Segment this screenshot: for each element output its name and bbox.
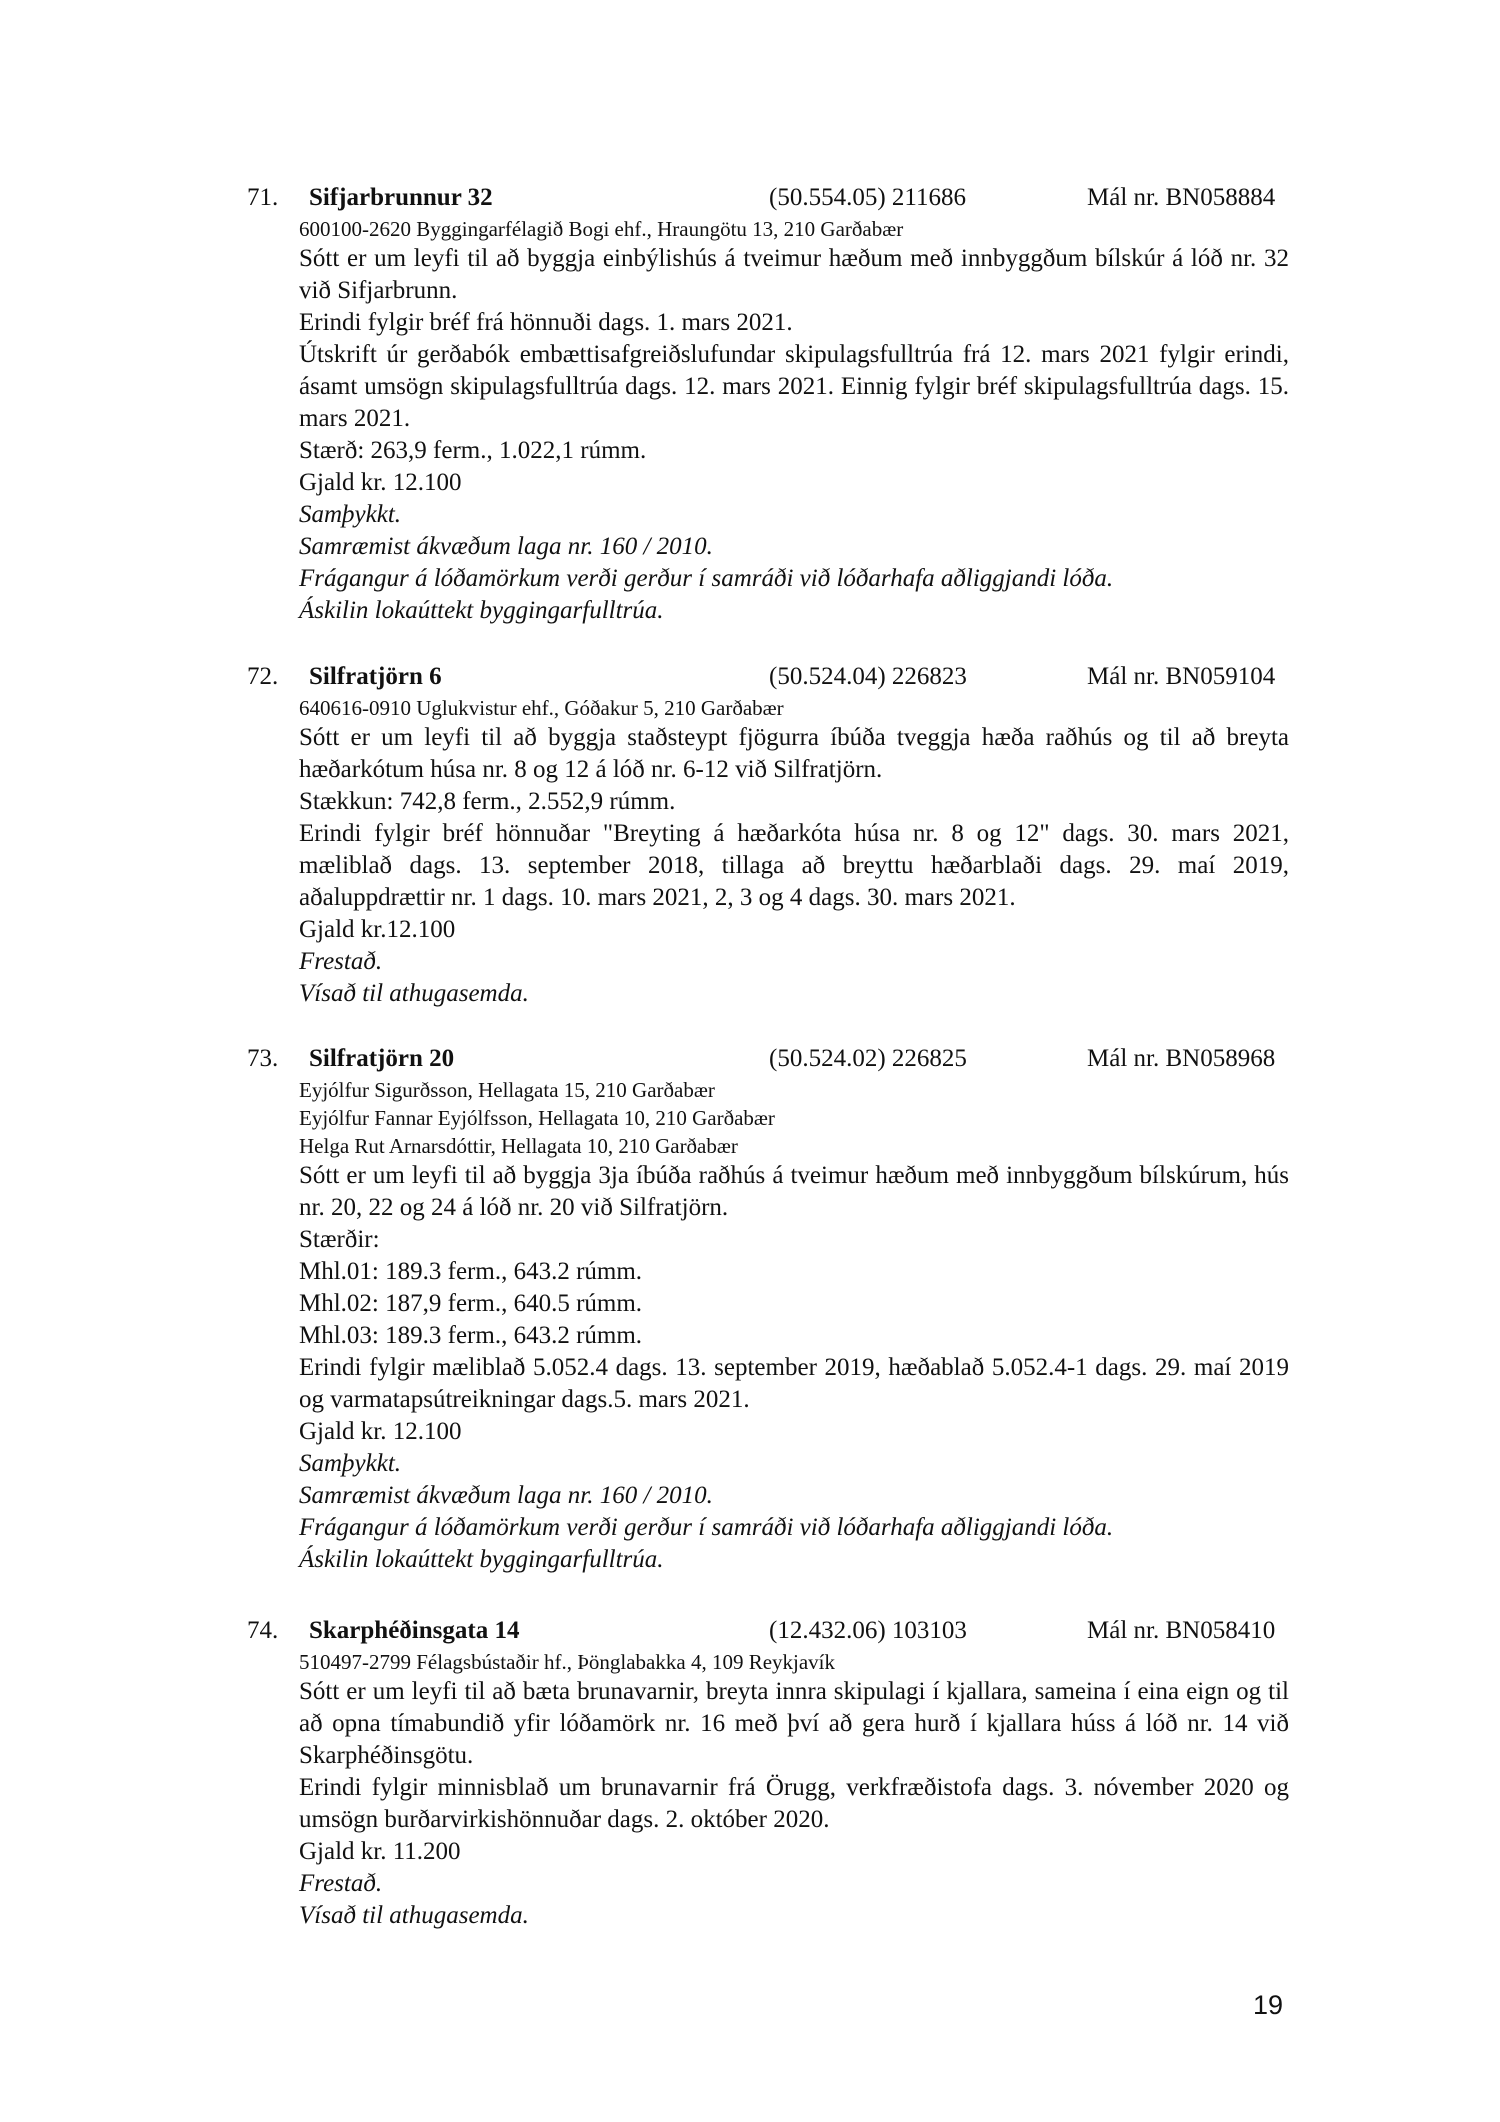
decision-line: Áskilin lokaúttekt byggingarfulltrúa.: [299, 1546, 664, 1573]
case-number: 74.: [247, 1617, 279, 1644]
case-item-72: [247, 660, 1297, 1010]
case-reference: Mál nr. BN059104: [1087, 663, 1276, 690]
land-id: (12.432.06) 103103: [769, 1617, 967, 1644]
fee-line: Gjald kr. 11.200: [299, 1838, 461, 1865]
applicant: 600100-2620 Byggingarfélagið Bogi ehf., Hraungötu 13, 210 Garðabær: [299, 217, 904, 241]
case-body: [299, 694, 1289, 1010]
fee-line: Gjald kr.12.100: [299, 916, 456, 943]
case-header: [247, 181, 1297, 215]
applicant: 640616-0910 Uglukvistur ehf., Góðakur 5, 210 Garðabær: [299, 696, 784, 720]
decision-line: Frestað.: [299, 948, 383, 975]
description-paragraph: Sótt er um leyfi til að bæta brunavarnir, breyta innra skipulagi í kjallara, sameina í eina eign og til að opna tímabundið yfir lóðamörk nr. 16 með því að gera hurð í kjallara húss á lóð nr. 14 við Skarphéðinsgötu.: [299, 1678, 1289, 1769]
fee-line: Gjald kr. 12.100: [299, 1418, 462, 1445]
land-id: (50.524.02) 226825: [769, 1045, 967, 1072]
case-reference: Mál nr. BN058410: [1087, 1617, 1276, 1644]
case-header: [247, 1614, 1297, 1648]
decision-line: Frágangur á lóðamörkum verði gerður í samráði við lóðarhafa aðliggjandi lóða.: [299, 565, 1114, 592]
case-number: 72.: [247, 663, 279, 690]
description-paragraph: Sótt er um leyfi til að byggja einbýlishús á tveimur hæðum með innbyggðum bílskúr á lóð nr. 32 við Sifjarbrunn.: [299, 245, 1289, 304]
size-line: Stækkun: 742,8 ferm., 2.552,9 rúmm.: [299, 788, 676, 815]
case-address: Sifjarbrunnur 32: [309, 184, 493, 211]
case-address: Skarphéðinsgata 14: [309, 1617, 520, 1644]
case-reference: Mál nr. BN058968: [1087, 1045, 1276, 1072]
applicant: Eyjólfur Fannar Eyjólfsson, Hellagata 10, 210 Garðabær: [299, 1106, 775, 1130]
decision-line: Vísað til athugasemda.: [299, 980, 529, 1007]
decision-line: Samræmist ákvæðum laga nr. 160 / 2010.: [299, 1482, 713, 1509]
size-line: Mhl.02: 187,9 ferm., 640.5 rúmm.: [299, 1290, 643, 1317]
case-item-74: [247, 1614, 1297, 1932]
decision-line: Samræmist ákvæðum laga nr. 160 / 2010.: [299, 533, 713, 560]
case-body: [299, 1076, 1289, 1576]
decision-line: Frestað.: [299, 1870, 383, 1897]
case-address: Silfratjörn 6: [309, 663, 442, 690]
description-paragraph: Erindi fylgir mæliblað 5.052.4 dags. 13. september 2019, hæðablað 5.052.4-1 dags. 29. maí 2019 og varmatapsútreikningar dags.5. mars 2021.: [299, 1354, 1289, 1413]
description-paragraph: Sótt er um leyfi til að byggja staðsteypt fjögurra íbúða tveggja hæða raðhús og til að breyta hæðarkótum húsa nr. 8 og 12 á lóð nr. 6-12 við Silfratjörn.: [299, 724, 1289, 783]
description-paragraph: Erindi fylgir minnisblað um brunavarnir frá Örugg, verkfræðistofa dags. 3. nóvember 2020 og umsögn burðarvirkishönnuðar dags. 2. október 2020.: [299, 1774, 1289, 1833]
decision-line: Áskilin lokaúttekt byggingarfulltrúa.: [299, 597, 664, 624]
case-body: [299, 1648, 1289, 1932]
size-line: Mhl.03: 189.3 ferm., 643.2 rúmm.: [299, 1322, 643, 1349]
case-body: [299, 215, 1289, 627]
applicant: Eyjólfur Sigurðsson, Hellagata 15, 210 Garðabær: [299, 1078, 715, 1102]
decision-line: Frágangur á lóðamörkum verði gerður í samráði við lóðarhafa aðliggjandi lóða.: [299, 1514, 1114, 1541]
description-paragraph: Útskrift úr gerðabók embættisafgreiðslufundar skipulagsfulltrúa frá 12. mars 2021 fylgir erindi, ásamt umsögn skipulagsfulltrúa dags. 12. mars 2021. Einnig fylgir bréf skipulagsfulltrúa dags. 15. mars 2021.: [299, 341, 1289, 432]
land-id: (50.524.04) 226823: [769, 663, 967, 690]
decision-line: Samþykkt.: [299, 501, 402, 528]
size-line: Stærð: 263,9 ferm., 1.022,1 rúmm.: [299, 437, 647, 464]
case-item-73: [247, 1042, 1297, 1576]
applicant: 510497-2799 Félagsbústaðir hf., Þönglabakka 4, 109 Reykjavík: [299, 1650, 836, 1674]
description-paragraph: Erindi fylgir bréf hönnuðar "Breyting á hæðarkóta húsa nr. 8 og 12" dags. 30. mars 2021, mæliblað dags. 13. september 2018, tillaga að breyttu hæðarblaði dags. 29. maí 2019, aðaluppdrættir nr. 1 dags. 10. mars 2021, 2, 3 og 4 dags. 30. mars 2021.: [299, 820, 1289, 911]
case-number: 71.: [247, 184, 279, 211]
case-number: 73.: [247, 1045, 279, 1072]
case-header: [247, 1042, 1297, 1076]
land-id: (50.554.05) 211686: [769, 184, 966, 211]
case-header: [247, 660, 1297, 694]
case-reference: Mál nr. BN058884: [1087, 184, 1276, 211]
case-item-71: [247, 181, 1297, 627]
decision-line: Samþykkt.: [299, 1450, 402, 1477]
fee-line: Gjald kr. 12.100: [299, 469, 462, 496]
size-heading: Stærðir:: [299, 1226, 380, 1253]
size-line: Mhl.01: 189.3 ferm., 643.2 rúmm.: [299, 1258, 643, 1285]
description-paragraph: Erindi fylgir bréf frá hönnuði dags. 1. mars 2021.: [299, 309, 793, 336]
applicant: Helga Rut Arnarsdóttir, Hellagata 10, 210 Garðabær: [299, 1134, 738, 1158]
decision-line: Vísað til athugasemda.: [299, 1902, 529, 1929]
case-address: Silfratjörn 20: [309, 1045, 455, 1072]
description-paragraph: Sótt er um leyfi til að byggja 3ja íbúða raðhús á tveimur hæðum með innbyggðum bílskúrum, hús nr. 20, 22 og 24 á lóð nr. 20 við Silfratjörn.: [299, 1162, 1289, 1221]
page-number: 19: [1253, 1990, 1284, 2020]
